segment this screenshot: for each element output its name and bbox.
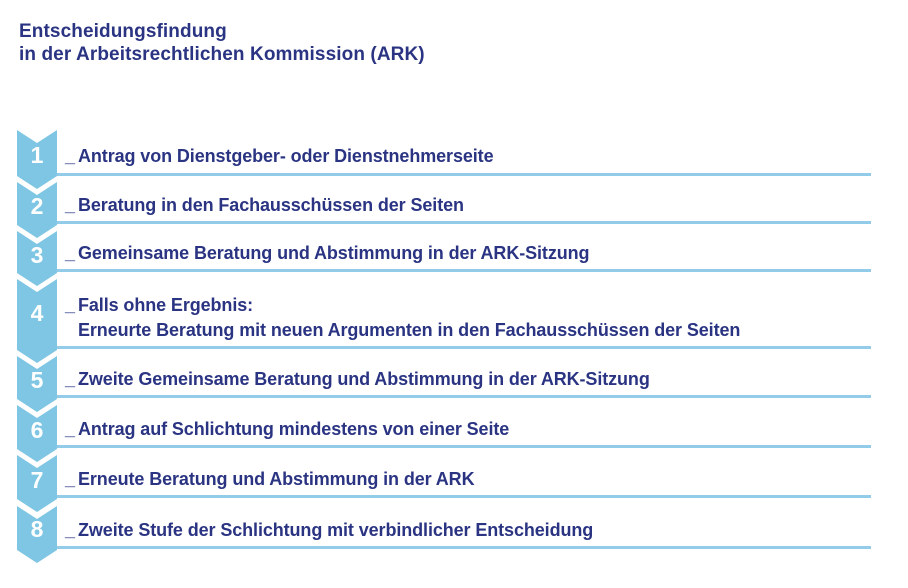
step-bullet: _ xyxy=(65,369,75,389)
separator-line-6 xyxy=(57,445,871,448)
separator-line-1 xyxy=(57,173,871,176)
step-number-8: 8 xyxy=(30,516,44,542)
separator-line-3 xyxy=(57,269,871,272)
step-bullet: _ xyxy=(65,520,75,540)
step-bullet: _ xyxy=(65,295,75,315)
step-text-line1 xyxy=(65,293,740,318)
page-title-line2: in der Arbeitsrechtlichen Kommission (ARK) xyxy=(19,44,425,65)
step-number-3: 3 xyxy=(30,242,44,268)
separator-line-2 xyxy=(57,221,871,224)
step-row-7 xyxy=(65,467,474,492)
step-row-8 xyxy=(65,518,593,543)
step-number-2: 2 xyxy=(30,193,44,219)
step-text: Beratung in den Fachausschüssen der Seiten xyxy=(78,195,464,215)
step-number-6: 6 xyxy=(30,417,44,443)
step-number-7: 7 xyxy=(30,467,44,493)
separator-line-7 xyxy=(57,495,871,498)
step-text-line2: Erneurte Beratung mit neuen Argumenten in den Fachausschüssen der Seiten xyxy=(78,320,741,340)
step-bullet: _ xyxy=(65,195,75,215)
step-number-5: 5 xyxy=(30,367,44,393)
step-row-3 xyxy=(65,241,589,266)
step-number-1: 1 xyxy=(30,142,44,168)
chevron-arrow-column xyxy=(17,129,57,565)
step-text: Erneute Beratung und Abstimmung in der ARK xyxy=(78,469,475,489)
step-row-1 xyxy=(65,144,494,169)
step-bullet: _ xyxy=(65,419,75,439)
step-text: Zweite Stufe der Schlichtung mit verbindlicher Entscheidung xyxy=(78,520,594,540)
separator-line-5 xyxy=(57,395,871,398)
step-text: Gemeinsame Beratung und Abstimmung in der ARK-Sitzung xyxy=(78,243,590,263)
step-bullet: _ xyxy=(65,243,75,263)
step-row-5 xyxy=(65,367,650,392)
step-bullet: _ xyxy=(65,146,75,166)
step-bullet: _ xyxy=(65,469,75,489)
step-number-4: 4 xyxy=(30,300,44,326)
step-row-6 xyxy=(65,417,509,442)
step-row-2 xyxy=(65,193,464,218)
step-row-4 xyxy=(65,293,740,343)
page-title xyxy=(19,20,425,66)
step-text: Antrag auf Schlichtung mindestens von einer Seite xyxy=(78,419,510,439)
step-text: Falls ohne Ergebnis: xyxy=(78,295,254,315)
step-text: Antrag von Dienstgeber- oder Dienstnehmerseite xyxy=(78,146,494,166)
separator-line-4 xyxy=(57,346,871,349)
page-title-line1: Entscheidungsfindung xyxy=(19,21,227,42)
step-text: Zweite Gemeinsame Beratung und Abstimmung in der ARK-Sitzung xyxy=(78,369,650,389)
separator-line-8 xyxy=(57,546,871,549)
